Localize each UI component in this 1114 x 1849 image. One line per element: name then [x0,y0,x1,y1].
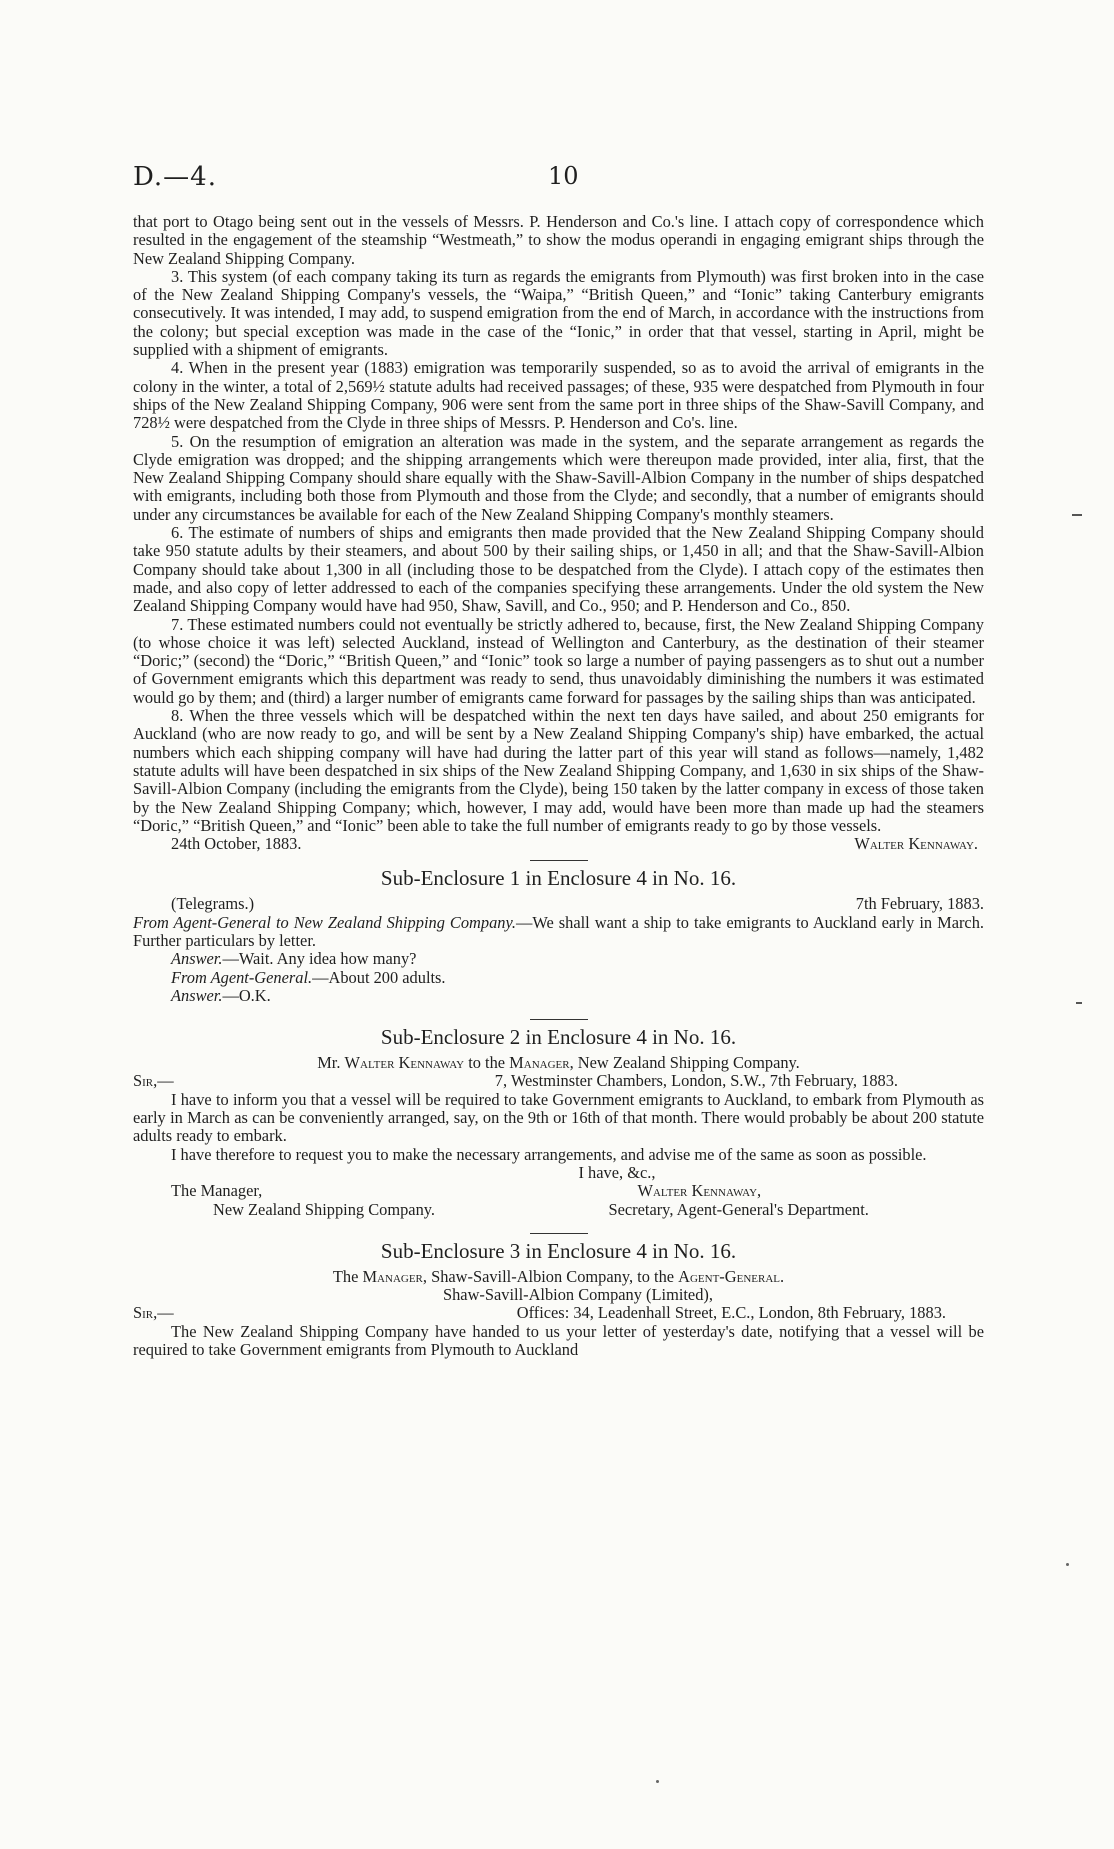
margin-dot [1066,1563,1069,1566]
salutation: Sir,— [133,1303,174,1323]
letter-2-body-1: I have to inform you that a vessel will be required to take Government emigrants to Auckland, to embark from Plymouth as early in March as can be conveniently arranged, say, on the 9th or 16th of that month. There would probably be about 200 statute adults ready to embark. [133,1089,984,1146]
letter-2-addressee-company: New Zealand Shipping Company. [213,1199,435,1219]
telegram-date: 7th February, 1883. [855,894,984,914]
sub-enclosure-2-heading: Sub-Enclosure 2 in Enclosure 4 in No. 16. [380,1025,737,1050]
margin-dot [656,1780,659,1783]
sub-enclosure-1-heading: Sub-Enclosure 1 in Enclosure 4 in No. 16. [380,866,737,891]
letter-2-address-line [133,1072,984,1090]
telegram-message-2 [133,969,984,987]
answer-text-1: —Wait. Any idea how many? [222,949,417,969]
answer-label-1: Answer. [171,949,223,969]
section-divider [530,860,588,861]
telegram-from-1: From Agent-General to New Zealand Shipping Company. [133,912,516,932]
signature-name: Walter Kennaway. [854,834,978,854]
telegram-answer-1 [133,950,984,968]
letter-2-body-2: I have therefore to request you to make the necessary arrangements, and advise me of the same as soon as possible. [171,1144,927,1164]
letter-2-signature-row [133,1182,984,1200]
telegram-text-1: —We shall want a ship to take emigrants to Auckland early in March. Further particulars by letter. [133,912,984,950]
body-text [133,213,984,1359]
letter-2-closing-row [133,1164,984,1182]
margin-mark [1072,514,1082,516]
telegram-message-1 [133,914,984,951]
letter-2-signer-title: Secretary, Agent-General's Department. [608,1199,869,1219]
letter-2-title: Mr. Walter Kennaway to the Manager, New Zealand Shipping Company. [317,1053,800,1073]
letter-2-addressee: The Manager, [171,1181,263,1201]
signature-line [133,835,984,853]
telegram-from-2: From Agent-General. [171,967,313,987]
report-date: 24th October, 1883. [171,834,302,854]
letter-2-closing: I have, &c., [578,1162,656,1182]
paragraph-6: 6. The estimate of numbers of ships and emigrants then made provided that the New Zealand Shipping Company should take 950 statute adults by their steamers, and about 500 by their sailing ships, or 1,450 in all; and that the Shaw-Savill-Albion Company should take about 1,300 in all (including those to be despatched from the Clyde). I attach copy of the estimates then made, and also copy of letter addressed to each of the companies specifying these arrangements. Under the old system the New Zealand Shipping Company would have had 950, Shaw, Savill, and Co., 950; and P. Henderson and Co., 850. [133,523,984,616]
letter-3-body-1: The New Zealand Shipping Company have handed to us your letter of yesterday's date, notifying that a vessel will be required to take Government emigrants from Plymouth to Auckland [133,1321,984,1360]
letter-3-company: Shaw-Savill-Albion Company (Limited), [443,1285,713,1305]
answer-text-2: —O.K. [222,985,271,1005]
document-code: D.—4. [133,162,217,192]
sub-enclosure-3-heading: Sub-Enclosure 3 in Enclosure 4 in No. 16. [380,1238,737,1263]
letter-2-address: 7, Westminster Chambers, London, S.W., 7th February, 1883. [494,1071,898,1091]
letter-3-address-line [133,1304,984,1322]
paragraph-4: 4. When in the present year (1883) emigration was temporarily suspended, so as to avoid the arrival of emigrants in the colony in the winter, a total of 2,569½ statute adults had received passages; of these, 935 were despatched from Plymouth in four ships of the New Zealand Shipping Company, 906 were sent from the same port in three ships of the Shaw-Savill Company, and 728½ were despatched from the Clyde in three ships of Messrs. P. Henderson and Co's. line. [133,358,984,433]
page-number: 10 [548,162,579,190]
paragraph-3: 3. This system (of each company taking its turn as regards the emigrants from Plymouth) was first broken into in the case of the New Zealand Shipping Company's vessels, the “Waipa,” “British Queen,” and “Ionic” taking Canterbury emigrants consecutively. It was intended, I may add, to suspend emigration from the end of March, in accordance with the instructions from the colony; but special exception was made in the case of the “Ionic,” in order that that vessel, starting in April, might be supplied with a shipment of emigrants. [133,266,984,360]
letter-2-signer: Walter Kennaway, [637,1181,762,1201]
section-divider [530,1233,588,1234]
letter-3-address: Offices: 34, Leadenhall Street, E.C., London, 8th February, 1883. [516,1303,946,1323]
telegrams-label: (Telegrams.) [171,894,255,914]
answer-label-2: Answer. [171,985,223,1005]
telegram-header [133,895,984,913]
margin-mark [1076,1002,1082,1004]
letter-2-signature-row-2 [133,1201,984,1219]
telegram-answer-2 [133,987,984,1005]
telegram-text-2: —About 200 adults. [312,967,446,987]
paragraph-7: 7. These estimated numbers could not eventually be strictly adhered to, because, first, the New Zealand Shipping Company (to whose choice it was left) selected Auckland, instead of Wellington and Canterbury, as the destination of their steamer “Doric;” (second) the “Doric,” “British Queen,” and “Ionic” took so large a number of paying passengers as to shut out a number of Government emigrants which this department was ready to send, thus unavoidably diminishing the numbers it was estimated would go by them; and (third) a larger number of emigrants came forward for passages by the sailing ships than was anticipated. [133,614,984,707]
section-divider [530,1019,588,1020]
paragraph-5: 5. On the resumption of emigration an alteration was made in the system, and the separate arrangement as regards the Clyde emigration was dropped; and the shipping arrangements which were thereupon made provided, inter alia, first, that the New Zealand Shipping Company should share equally with the Shaw-Savill-Albion Company in the number of ships despatched with emigrants, including both those from Plymouth and those from the Clyde; and secondly, that a number of emigrants should under any circumstances be available for each of the New Zealand Shipping Company's monthly steamers. [133,431,984,524]
paragraph-1: that port to Otago being sent out in the vessels of Messrs. P. Henderson and Co.'s line. I attach copy of correspondence which resulted in the engagement of the steamship “Westmeath,” to show the modus operandi in engaging emigrant ships through the New Zealand Shipping Company. [133,212,984,268]
paragraph-8: 8. When the three vessels which will be despatched within the next ten days have sailed, and about 250 emigrants for Auckland (who are now ready to go, and will be sent by a New Zealand Shipping Company's ship) have embarked, the actual numbers which each shipping company will have had during the latter part of this year will stand as follows—namely, 1,482 statute adults will have been despatched in six ships of the New Zealand Shipping Company, and 1,630 in six ships of the Shaw-Savill-Albion Company (including the emigrants from the Clyde), being 150 taken by the latter company in excess of those taken by the New Zealand Shipping Company; which, however, I may add, would have been more than made up had the steamers “Doric,” “British Queen,” and “Ionic” been able to take the full number of emigrants ready to go by those vessels. [133,706,984,835]
letter-3-title: The Manager, Shaw-Savill-Albion Company, to the Agent-General. [332,1266,785,1286]
salutation: Sir,— [133,1071,174,1091]
